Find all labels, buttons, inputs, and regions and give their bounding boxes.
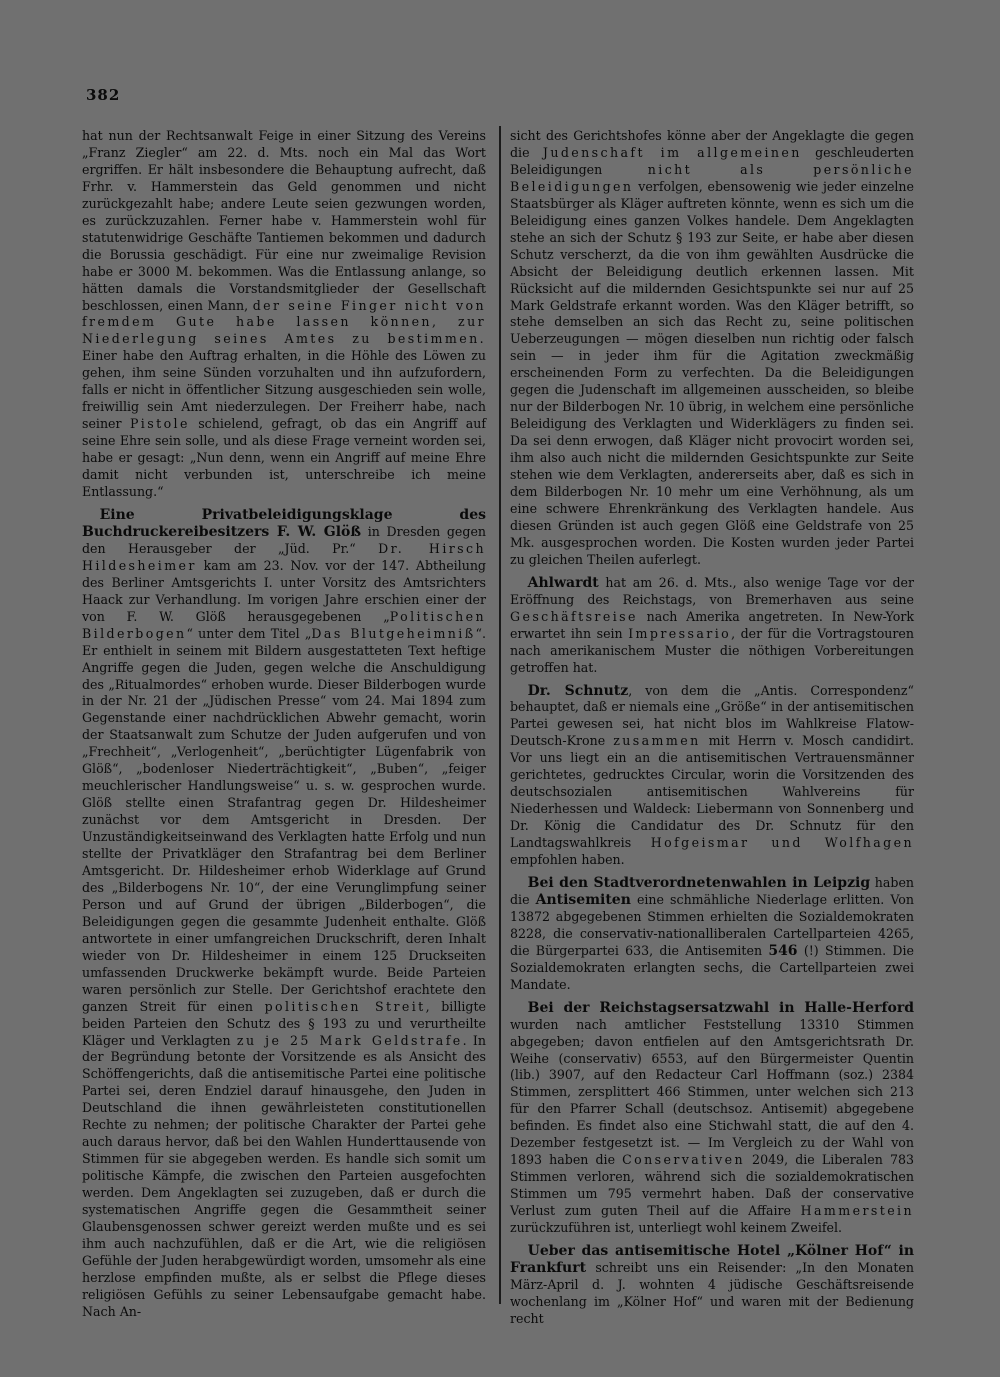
article-headline: Bei den Stadtverordnetenwahlen in Leipzig — [527, 874, 871, 891]
article-leipzig: Bei den Stadtverordnetenwahlen in Leipzig haben die Antisemiten eine schmähliche Niederlage erlitten. Von 13872 abgegebenen Stimmen erhielten die Sozialdemokraten 8228, die conservativ-nationalliberalen Cartellparteien 4265, die Bürgerpartei 633, die Antisemiten 546 (!) Stimmen. Die Sozialdemokraten erlangten sechs, die Cartellparteien zwei Mandate. — [510, 874, 915, 992]
article-headline: Ueber das antisemitische Hotel „Kölner Hof“ in Frankfurt — [510, 1243, 914, 1276]
left-column — [82, 128, 486, 1321]
article-headline: Ahlwardt — [527, 574, 599, 591]
article-ahlwardt: Ahlwardt hat am 26. d. Mts., also wenige Tage vor der Eröffnung des Reichstags, von Bremerhaven aus seine Geschäftsreise nach Amerika angetreten. In New-York erwartet ihn sein Impressario, der für die Vortragstouren nach amerikanischem Muster die nöthigen Vorbereitungen getroffen hat. — [510, 574, 914, 675]
page-number: 382 — [86, 86, 121, 104]
article-headline: Dr. Schnutz — [527, 682, 629, 699]
article-hammerstein-continuation: hat nun der Rechtsanwalt Feige in einer Sitzung des Vereins „Franz Ziegler“ am 22. d. Mts. noch ein Mal das Wort ergriffen. Er hält insbesondere die Behauptung aufrecht, daß Frhr. v. Hammerstein das Geld genommen und nicht zurückgezahlt habe; andere Leute seien gezwungen worden, es zurückzuzahlen. Ferner habe v. Hammerstein wohl für statutenwidrige Geschäfte Tantiemen bekommen und dadurch die Borussia geschädigt. Für eine nur zweimalige Revision habe er 3000 M. bekommen. Was die Entlassung anlange, so hätten damals die Vorstandsmitglieder der Gesellschaft beschlossen, einen Mann, der seine Finger nicht von fremdem Gute habe lassen können, zur Niederlegung seines Amtes zu bestimmen. Einer habe den Auftrag erhalten, in die Höhle des Löwen zu gehen, ihm seine Sünden vorzuhalten und ihn aufzufordern, falls er nicht in öffentlicher Sitzung ausgeschieden sein wolle, freiwillig sein Amt niederzulegen. Der Freiherr habe, nach seiner Pistole schielend, gefragt, ob das ein Angriff auf seine Ehre sein solle, und als diese Frage verneint worden sei, habe er gesagt: „Nun denn, wenn ein Angriff auf meine Ehre damit nicht verbunden ist, unterschreibe ich meine Entlassung.“ — [82, 128, 487, 500]
column-divider — [499, 126, 501, 1304]
right-column — [510, 128, 914, 1328]
article-koelner-hof: Ueber das antisemitische Hotel „Kölner Hof“ in Frankfurt schreibt uns ein Reisender: „In den Monaten März-April d. J. wohnten 4 jüdische Geschäftsreisende wochenlang im „Kölner Hof“ und waren mit der Bedienung recht — [510, 1243, 914, 1326]
article-headline: Bei der Reichstagsersatzwahl in Halle-Herford — [527, 999, 914, 1016]
article-gloess-lawsuit: Eine Privatbeleidigungsklage des Buchdruckereibesitzers F. W. Glöß in Dresden gegen den Herausgeber der „Jüd. Pr.“ Dr. Hirsch Hildesheimer kam am 23. Nov. vor der 147. Abtheilung des Berliner Amtsgerichts I. unter Vorsitz des Amtsrichters Haack zur Verhandlung. Im vorigen Jahre erschien einer der von F. W. Glöß herausgegebenen „Politischen Bilderbogen“ unter dem Titel „Das Blutgeheimniß“. Er enthielt in seinem mit Bildern ausgestatteten Text heftige Angriffe gegen die Juden, gegen welche die Anschuldigung des „Ritualmordes“ erhoben wurde. Dieser Bilderbogen wurde in der Nr. 21 der „Jüdischen Presse“ vom 24. Mai 1894 zum Gegenstande einer nachdrücklichen Abwehr gemacht, worin der Staatsanwalt zum Schutze der Juden aufgerufen und von „Frechheit“, „Verlogenheit“, „berüchtigter Lügenfabrik von Glöß“, „bodenloser Niederträchtigkeit“, „Buben“, „feiger meuchlerischer Handlungsweise“ u. s. w. gesprochen wurde. Glöß stellte einen Strafantrag gegen Dr. Hildesheimer zunächst vor dem Amtsgericht in Dresden. Der Unzuständigkeitseinwand des Verklagten hatte Erfolg und nun stellte der Privatkläger den Strafantrag bei dem Berliner Amtsgericht. Dr. Hildesheimer erhob Widerklage auf Grund des „Bilderbogens Nr. 10“, der eine Verunglimpfung seiner Person und auf Grund der übrigen „Bilderbogen“, die Beleidigungen gegen die gesammte Judenheit enthalte. Glöß antwortete in einer umfangreichen Druckschrift, deren Inhalt wieder von Dr. Hildesheimer in einem 125 Druckseiten umfassenden Druckwerke bekämpft wurde. Beide Parteien waren persönlich zur Stelle. Der Gerichtshof erachtete den ganzen Streit für einen politischen Streit, billigte beiden Parteien den Schutz des § 193 zu und verurtheilte Kläger und Verklagten zu je 25 Mark Geldstrafe. In der Begründung betonte der Vorsitzende es als Ansicht des Schöffengerichts, daß die antisemitische Partei eine politische Partei sei, deren Endziel darauf hinausgehe, den Juden in Deutschland die ihnen gewährleisteten constitutionellen Rechte zu nehmen; der politische Charakter der Partei gehe auch daraus hervor, daß bei den Wahlen Hunderttausende von Stimmen für sie abgegeben werden. Es handle sich somit um politische Kämpfe, die zwischen den Parteien ausgefochten werden. Dem Angeklagten sei zuzugeben, daß er durch die systematischen Angriffe gegen die Gesammtheit seiner Glaubensgenossen schwer gereizt werden mußte und es sei ihm auch nachzufühlen, daß er die Art, wie die religiösen Gefühle der Juden herabgewürdigt worden, umsomehr als eine herzlose empfinden mußte, als er selbst die Pflege dieses religiösen Gefühls zu seiner Lebensaufgabe gemacht habe. Nach An- — [82, 506, 487, 1319]
article-gloess-continuation: sicht des Gerichtshofes könne aber der Angeklagte die gegen die Judenschaft im allgemeinen geschleuderten Beleidigungen nicht als persönliche Beleidigungen verfolgen, ebensowenig wie jeder einzelne Staatsbürger als Kläger auftreten könnte, wenn es sich um die Beleidigung eines ganzen Volkes handele. Dem Angeklagten stehe an sich der Schutz § 193 zur Seite, er habe aber diesen Schutz verscherzt, da die von ihm gewählten Ausdrücke die Absicht der Beleidigung deutlich erkennen lassen. Mit Rücksicht auf die mildernden Gesichtspunkte sei nur auf 25 Mark Geldstrafe erkannt worden. Was den Kläger betrifft, so stehe demselben an sich das Recht zu, seine politischen Ueberzeugungen — mögen dieselben nun richtig oder falsch sein — in jeder ihm für die Agitation zweckmäßig erscheinenden Form zu verfechten. Da die Beleidigungen gegen die Judenschaft im allgemeinen ausscheiden, so bleibe nur der Bilderbogen Nr. 10 übrig, in welchem eine persönliche Beleidigung des Verklagten und Widerklägers zu finden sei. Da sei denn erwogen, daß Kläger nicht provocirt worden sei, ihm also auch nicht die mildernden Gesichtspunkte zur Seite stehen wie dem Verklagten, andererseits aber, daß es sich in dem Bilderbogen Nr. 10 mehr um eine Verhöhnung, als um eine schwere Ehrenkränkung des Verklagten handele. Aus diesen Gründen ist auch gegen Glöß eine Geldstrafe von 25 Mk. ausgesprochen worden. Die Kosten wurden jeder Partei zu gleichen Theilen auferlegt. — [510, 128, 914, 567]
article-halle-herford: Bei der Reichstagsersatzwahl in Halle-Herford wurden nach amtlicher Feststellung 13310 Stimmen abgegeben; davon entfielen auf den Amtsgerichtsrath Dr. Weihe (conservativ) 6553, auf den Bürgermeister Quentin (lib.) 3907, auf den Redacteur Carl Hoffmann (soz.) 2384 Stimmen, zersplittert 466 Stimmen, unter welchen sich 213 für den Pfarrer Schall (deutschsoz. Antisemit) abgegebene befinden. Es findet also eine Stichwahl statt, die auf den 4. Dezember festgesetzt ist. — Im Vergleich zu der Wahl von 1893 haben die Conservativen 2049, die Liberalen 783 Stimmen verloren, während sich die sozialdemokratischen Stimmen um 795 vermehrt haben. Daß der conservative Verlust zum guten Theil auf die Affaire Hammerstein zurückzuführen ist, unterliegt wohl keinem Zweifel. — [510, 999, 914, 1236]
article-schnutz: Dr. Schnutz, von dem die „Antis. Correspondenz“ behauptet, daß er niemals eine „Größe“ in der antisemitischen Partei gewesen sei, hat nicht blos im Wahlkreise Flatow-Deutsch-Krone zusammen mit Herrn v. Mosch candidirt. Vor uns liegt ein an die antisemitischen Vertrauensmänner gerichtetes, gedrucktes Circular, worin die Vorsitzenden des deutschsozialen antisemitischen Wahlvereins für Niederhessen und Waldeck: Liebermann von Sonnenberg und Dr. König die Candidatur des Dr. Schnutz für den Landtagswahlkreis Hofgeismar und Wolfhagen empfohlen haben. — [510, 682, 915, 868]
article-headline: Eine Privatbeleidigungsklage des Buchdruckereibesitzers F. W. Glöß — [82, 506, 486, 540]
